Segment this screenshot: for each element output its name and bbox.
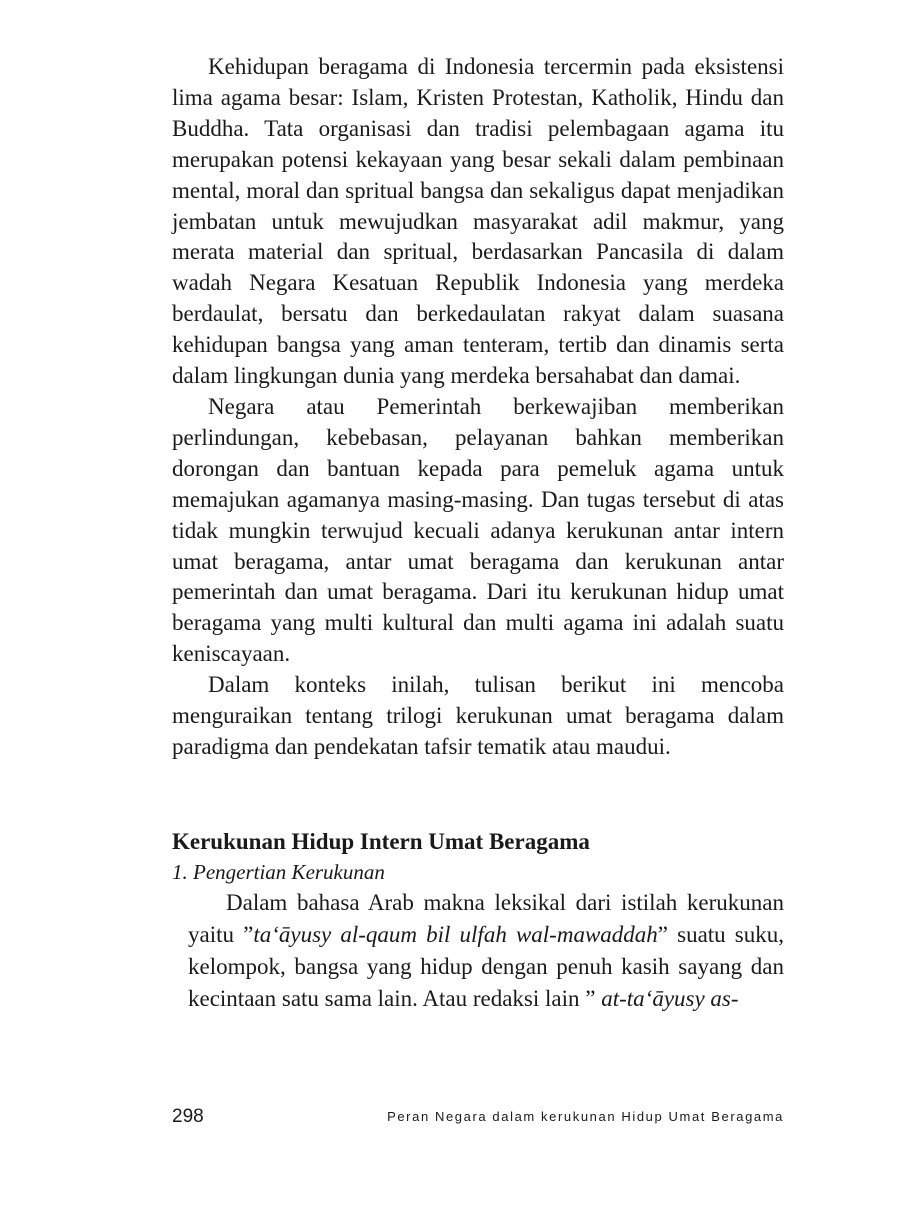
subsection-body <box>188 887 784 1015</box>
subsection-heading: 1. Pengertian Kerukunan <box>172 860 385 884</box>
subsection-paragraph <box>188 887 784 1015</box>
subsection-text-1: Dalam bahasa Arab makna leksikal dari istilah kerukunan yaitu ” <box>188 890 784 947</box>
arabic-transliteration-2: at-ta‘āyusy as- <box>601 986 739 1011</box>
page-number: 298 <box>172 1106 204 1127</box>
section-heading: Kerukunan Hidup Intern Umat Beragama <box>172 829 590 854</box>
body-paragraph-1: Kehidupan beragama di Indonesia tercermin pada eksistensi lima agama besar: Islam, Kristen Protestan, Katholik, Hindu dan Buddha. Tata organisasi dan tradisi pelembagaan agama itu merupakan potensi kekayaan yang besar sekali dalam pembinaan mental, moral dan spritual bangsa dan sekaligus dapat menjadikan jembatan untuk mewujudkan masyarakat adil makmur, yang merata material dan spritual, berdasarkan Pancasila di dalam wadah Negara Kesatuan Republik Indonesia yang merdeka berdaulat, bersatu dan berkedaulatan rakyat dalam suasana kehidupan bangsa yang aman tenteram, tertib dan dinamis serta dalam lingkungan dunia yang merdeka bersahabat dan damai. <box>172 54 784 389</box>
running-title: Peran Negara dalam kerukunan Hidup Umat Beragama <box>387 1109 784 1124</box>
subsection-text-2: ” suatu suku, kelompok, bangsa yang hidup dengan penuh kasih sayang dan kecintaan satu sama lain. Atau redaksi lain ” <box>188 922 784 1011</box>
body-paragraph-3: Dalam konteks inilah, tulisan berikut ini mencoba menguraikan tentang trilogi kerukunan umat beragama dalam paradigma dan pendekatan tafsir tematik atau maudui. <box>172 672 784 759</box>
page-footer <box>172 1106 784 1130</box>
arabic-transliteration-1: ta‘āyusy al-qaum bil ulfah wal-mawaddah <box>253 922 658 947</box>
body-paragraph-2: Negara atau Pemerintah berkewajiban memberikan perlindungan, kebebasan, pelayanan bahkan memberikan dorongan dan bantuan kepada para pemeluk agama untuk memajukan agamanya masing-masing. Dan tugas tersebut di atas tidak mungkin terwujud kecuali adanya kerukunan antar intern umat beragama, antar umat beragama dan kerukunan antar pemerintah dan umat beragama. Dari itu kerukunan hidup umat beragama yang multi kultural dan multi agama ini adalah suatu keniscayaan. <box>172 393 784 667</box>
page-body <box>172 52 784 1011</box>
